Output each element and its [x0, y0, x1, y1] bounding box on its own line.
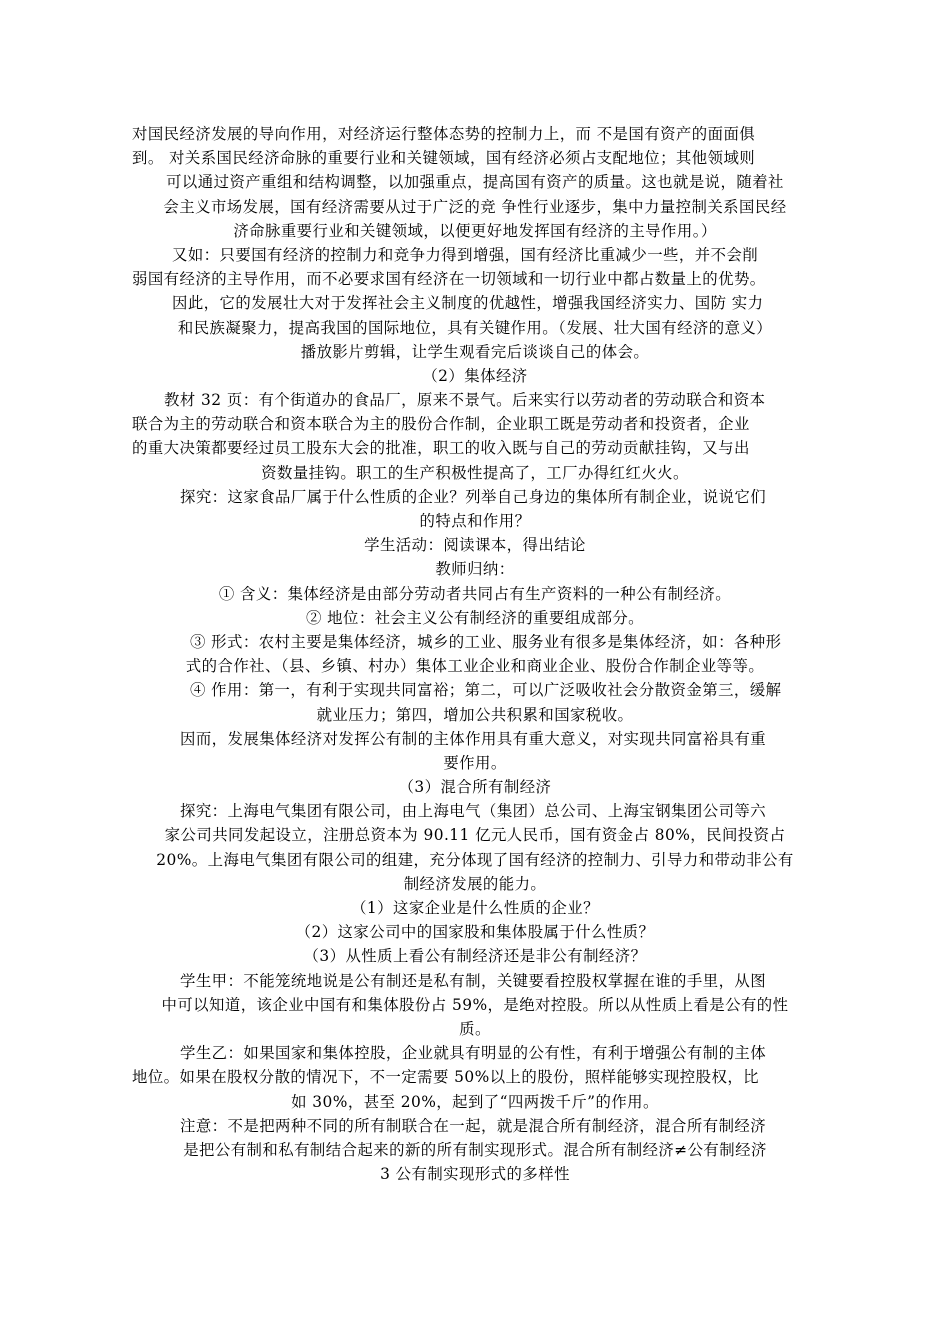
text-line: 注意：不是把两种不同的所有制联合在一起，就是混合所有制经济，混合所有制经济 [180, 1116, 767, 1135]
text-line: 中可以知道，该企业中国有和集体股份占 59%，是绝对控股。所以从性质上看是公有的性 [161, 995, 789, 1014]
text-line: 是把公有制和私有制结合起来的新的所有制实现形式。混合所有制经济≠公有制经济 [183, 1140, 767, 1159]
text-line: 教材 32 页：有个街道办的食品厂，原来不景气。后来实行以劳动者的劳动联合和资本 [164, 391, 766, 410]
section-heading: （2）集体经济 [422, 366, 528, 385]
text-line: 式的合作社、（县、乡镇、村办）集体工业企业和商业企业、股份合作制企业等等。 [185, 657, 765, 676]
question-line: （1）这家企业是什么性质的企业？ [351, 899, 599, 917]
question-line: （2）这家公司中的国家股和集体股属于什么性质？ [295, 923, 655, 942]
section-heading: 3 公有制实现形式的多样性 [380, 1165, 570, 1184]
text-line: 学生活动：阅读课本，得出结论 [364, 536, 586, 555]
text-line: 因此，它的发展壮大对于发挥社会主义制度的优越性，增强我国经济实力、国防 实力 [172, 294, 764, 313]
text-line: 教师归纳： [435, 560, 515, 579]
text-line: 家公司共同发起设立，注册总资本为 90.11 亿元人民币，国有资金占 80%，民间投资占 [164, 826, 786, 845]
text-line: 因而，发展集体经济对发挥公有制的主体作用具有重大意义，对实现共同富裕具有重 [180, 729, 767, 748]
text-line: 制经济发展的能力。 [403, 874, 547, 893]
text-line: ③ 形式：农村主要是集体经济，城乡的工业、服务业有很多是集体经济，如：各种形 [190, 632, 782, 651]
text-line: 对国民经济发展的导向作用，对经济运行整体态势的控制力上，而 不是国有资产的面面俱 [132, 125, 756, 143]
document-page [132, 122, 818, 1186]
text-line: 又如：只要国有经济的控制力和竞争力得到增强，国有经济比重减少一些，并不会削 [172, 245, 759, 264]
text-line: 会主义市场发展，国有经济需要从过于广泛的竞 争性行业逐步，集中力量控制关系国民经 [163, 197, 787, 216]
question-line: （3）从性质上看公有制经济还是非公有制经济？ [303, 947, 647, 966]
section-heading: （3）混合所有制经济 [398, 778, 552, 797]
text-line: ② 地位：社会主义公有制经济的重要组成部分。 [306, 608, 644, 627]
text-line: 的重大决策都要经过员工股东大会的批准，职工的收入既与自己的劳动贡献挂钩，又与出 [132, 439, 750, 458]
text-line: 弱国有经济的主导作用，而不必要求国有经济在一切领域和一切行业中都占数量上的优势。 [132, 270, 766, 289]
text-line: 学生乙：如果国家和集体控股，企业就具有明显的公有性，有利于增强公有制的主体 [180, 1044, 767, 1063]
text-line: 学生甲：不能笼统地说是公有制还是私有制，关键要看控股权掌握在谁的手里，从图 [180, 971, 767, 990]
text-line: 到。 对关系国民经济命脉的重要行业和关键领域，国有经济必须占支配地位；其他领域则 [132, 149, 756, 168]
text-line: 如 30%，甚至 20%，起到了“四两拨千斤”的作用。 [291, 1092, 659, 1111]
text-line: ① 含义：集体经济是由部分劳动者共同占有生产资料的一种公有制经济。 [218, 584, 732, 603]
text-line: 可以通过资产重组和结构调整，以加强重点，提高国有资产的质量。这也就是说，随着社 [166, 173, 784, 192]
text-line: 和民族凝聚力，提高我国的国际地位，具有关键作用。（发展、壮大国有经济的意义） [177, 318, 773, 337]
text-line: ④ 作用：第一，有利于实现共同富裕；第二，可以广泛吸收社会分散资金第三，缓解 [190, 681, 782, 700]
text-line: 济命脉重要行业和关键领域，以便更好地发挥国有经济的主导作用。） [233, 221, 717, 240]
text-line: 就业压力；第四，增加公共积累和国家税收。 [316, 705, 634, 724]
text-line: 探究：这家食品厂属于什么性质的企业？列举自己身边的集体所有制企业，说说它们 [180, 487, 767, 506]
text-line: 的特点和作用？ [419, 512, 531, 530]
text-line: 地位。如果在股权分散的情况下，不一定需要 50%以上的股份，照样能够实现控股权，比 [132, 1068, 760, 1087]
text-line: 探究：上海电气集团有限公司，由上海电气（集团）总公司、上海宝钢集团公司等六 [180, 802, 767, 821]
text-line: 联合为主的劳动联合和资本联合为主的股份合作制，企业职工既是劳动者和投资者，企业 [132, 415, 750, 434]
text-line: 播放影片剪辑，让学生观看完后谈谈自己的体会。 [300, 342, 650, 361]
text-line: 20%。上海电气集团有限公司的组建，充分体现了国有经济的控制力、引导力和带动非公有 [156, 850, 794, 869]
text-line: 质。 [459, 1019, 491, 1038]
text-line: 要作用。 [443, 753, 507, 772]
text-line: 资数量挂钩。职工的生产积极性提高了，工厂办得红红火火。 [261, 463, 689, 482]
